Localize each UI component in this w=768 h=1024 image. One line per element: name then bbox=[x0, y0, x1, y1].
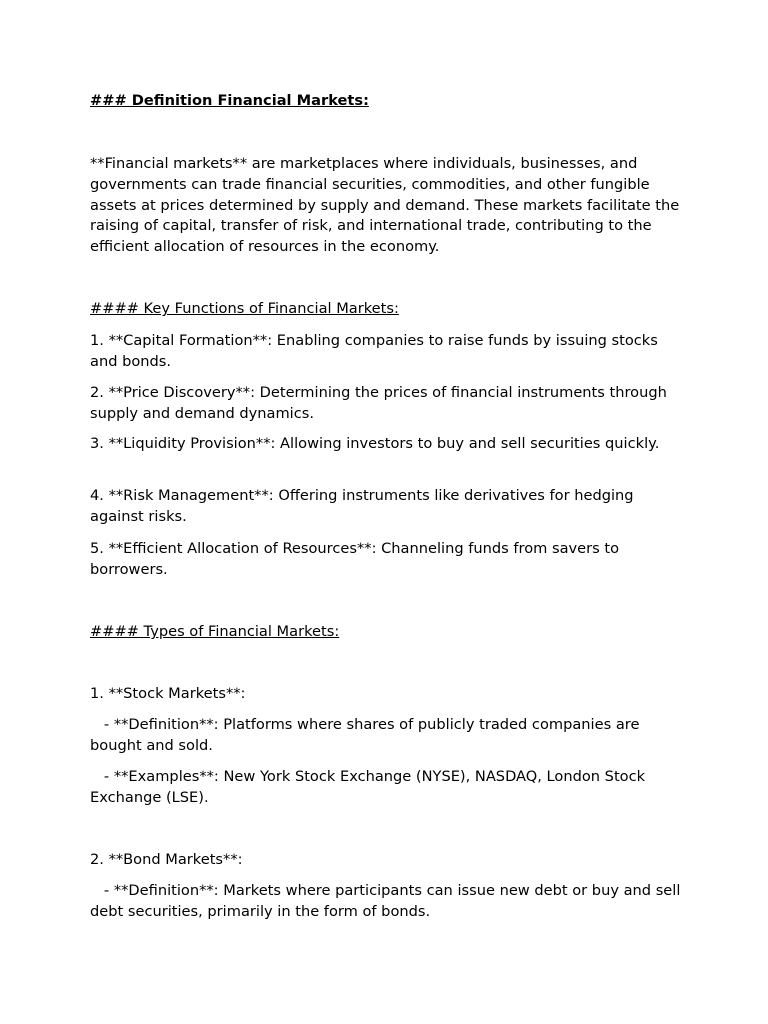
bond-markets-definition: - **Definition**: Markets where participants can issue new debt or buy and sell debt securities, primarily in the form of bonds. bbox=[90, 882, 686, 920]
document-page bbox=[90, 0, 686, 1024]
function-item-liquidity-provision: 3. **Liquidity Provision**: Allowing investors to buy and sell securities quickly. bbox=[90, 435, 660, 452]
bond-markets-title: 2. **Bond Markets**: bbox=[90, 851, 243, 868]
types-heading: #### Types of Financial Markets: bbox=[90, 623, 340, 640]
intro-paragraph: **Financial markets** are marketplaces where individuals, businesses, and governments can trade financial securities, commodities, and other fungible assets at prices determined by supply and demand. These markets facilitate the raising of capital, transfer of risk, and international trade, contributing to the efficient allocation of resources in the economy. bbox=[90, 155, 680, 256]
function-item-allocation: 5. **Efficient Allocation of Resources**: Channeling funds from savers to borrowers. bbox=[90, 540, 620, 578]
page-title: ### Definition Financial Markets: bbox=[90, 92, 369, 109]
functions-heading: #### Key Functions of Financial Markets: bbox=[90, 300, 399, 317]
function-item-capital-formation: 1. **Capital Formation**: Enabling companies to raise funds by issuing stocks and bonds. bbox=[90, 332, 658, 370]
stock-markets-title: 1. **Stock Markets**: bbox=[90, 685, 246, 702]
function-item-risk-management: 4. **Risk Management**: Offering instruments like derivatives for hedging against risks. bbox=[90, 487, 634, 525]
stock-markets-definition: - **Definition**: Platforms where shares of publicly traded companies are bought and sold. bbox=[90, 716, 645, 754]
function-item-price-discovery: 2. **Price Discovery**: Determining the prices of financial instruments through supply and demand dynamics. bbox=[90, 384, 667, 422]
stock-markets-examples: - **Examples**: New York Stock Exchange (NYSE), NASDAQ, London Stock Exchange (LSE). bbox=[90, 768, 650, 806]
